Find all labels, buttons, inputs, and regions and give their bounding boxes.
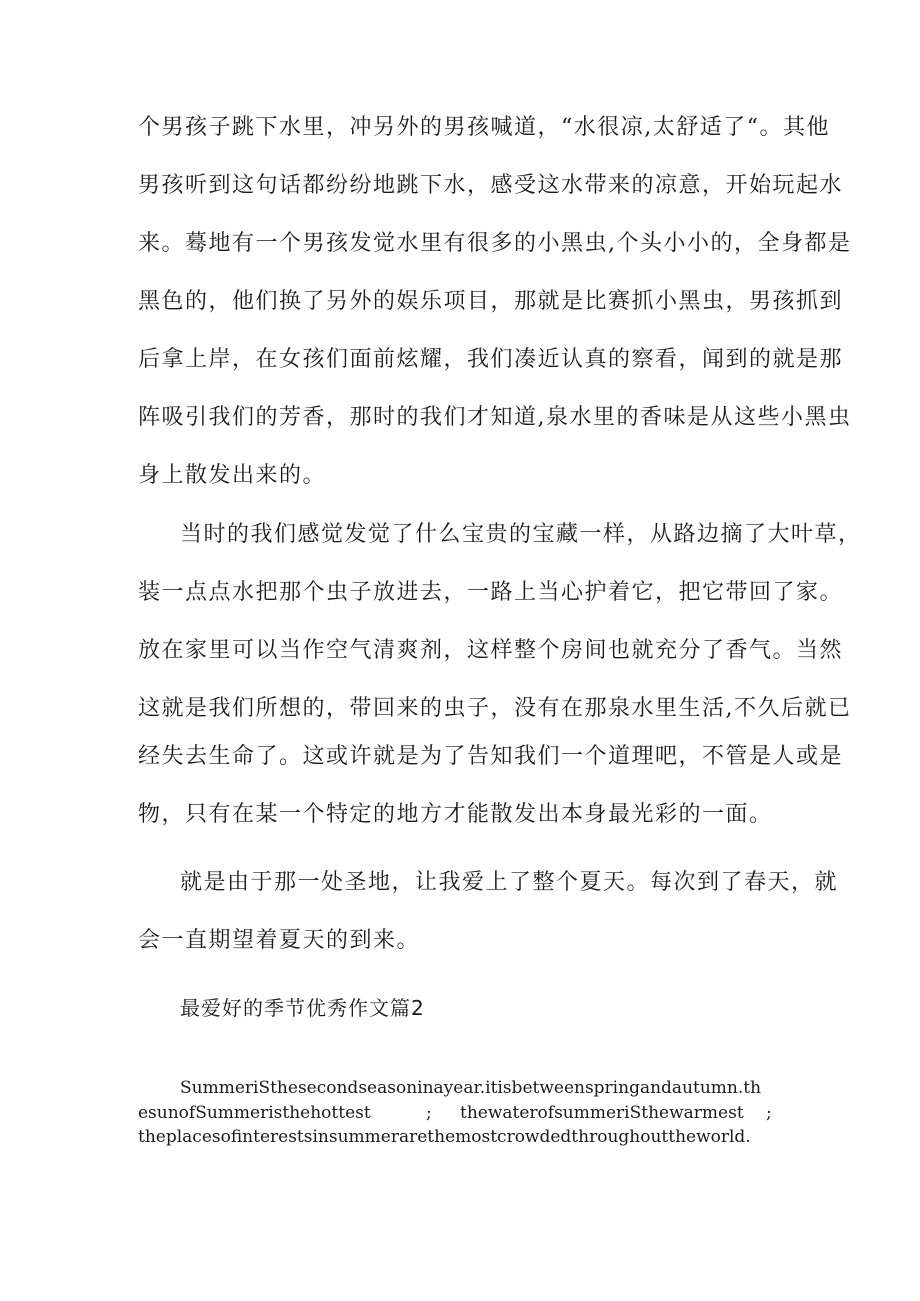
english-line-2-part-2: thewaterofsummeriSthewarmest <box>460 1103 744 1123</box>
paragraph-1-line-4: 黑色的，他们换了另外的娱乐项目，那就是比赛抓小黑虫，男孩抓到 <box>138 289 844 314</box>
english-line-1: SummeriSthesecondseasoninayear.itisbetweenspringandautumn.th <box>180 1078 762 1098</box>
paragraph-1-line-2: 男孩听到这句话都纷纷地跳下水，感受这水带来的凉意，开始玩起水 <box>138 173 844 198</box>
paragraph-1-line-3: 来。蓦地有一个男孩发觉水里有很多的小黑虫,个头小小的，全身都是 <box>138 231 852 256</box>
english-line-3: theplacesofinterestsinsummerarethemostcrowdedthroughouttheworld. <box>138 1127 751 1147</box>
paragraph-1-line-7: 身上散发出来的。 <box>138 463 327 488</box>
paragraph-2-line-5: 经失去生命了。这或许就是为了告知我们一个道理吧，不管是人或是 <box>138 744 844 769</box>
paragraph-1-line-5: 后拿上岸，在女孩们面前炫耀，我们凑近认真的察看，闻到的就是那 <box>138 347 844 372</box>
paragraph-3-line-2: 会一直期望着夏天的到来。 <box>138 928 421 953</box>
paragraph-3-line-1: 就是由于那一处圣地，让我爱上了整个夏天。每次到了春天，就 <box>180 870 839 895</box>
paragraph-2-line-2: 装一点点水把那个虫子放进去，一路上当心护着它，把它带回了家。 <box>138 580 844 605</box>
paragraph-2-line-1: 当时的我们感觉发觉了什么宝贵的宝藏一样，从路边摘了大叶草， <box>180 522 862 547</box>
paragraph-2-line-3: 放在家里可以当作空气清爽剂，这样整个房间也就充分了香气。当然 <box>138 638 844 663</box>
paragraph-2-line-4: 这就是我们所想的，带回来的虫子，没有在那泉水里生活,不久后就已 <box>138 696 852 721</box>
english-line-2-separator-2: ; <box>766 1103 772 1123</box>
paragraph-1-line-1: 个男孩子跳下水里，冲另外的男孩喊道，“水很凉,太舒适了“。其他 <box>138 115 830 140</box>
english-line-2-part-1: esunofSummeristhehottest <box>138 1103 371 1123</box>
paragraph-1-line-6: 阵吸引我们的芳香，那时的我们才知道,泉水里的香味是从这些小黑虫 <box>138 405 852 430</box>
english-line-2-separator-1: ; <box>426 1103 432 1123</box>
section-heading: 最爱好的季节优秀作文篇2 <box>180 996 425 1020</box>
paragraph-2-line-6: 物，只有在某一个特定的地方才能散发出本身最光彩的一面。 <box>138 802 773 827</box>
